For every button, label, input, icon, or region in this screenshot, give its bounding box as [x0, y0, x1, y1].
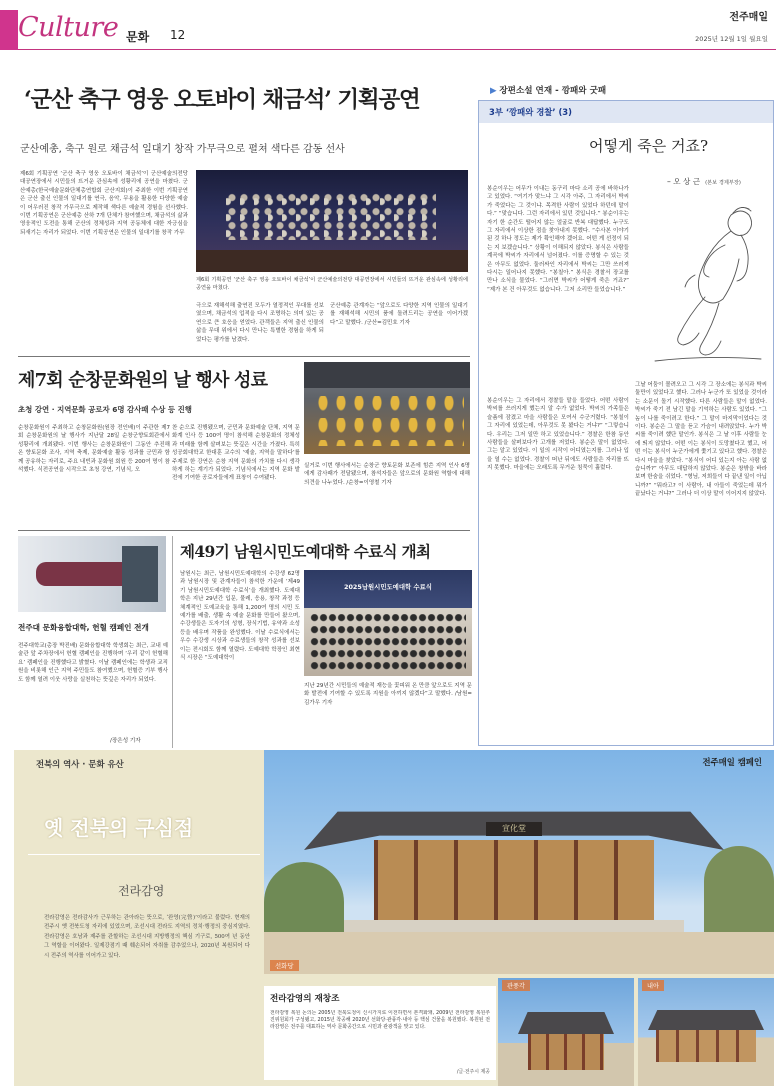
blood-donation-title: 전주대 문화융합대학, 헌혈 캠페인 전개 — [18, 623, 149, 632]
heritage-sub-title: 전라감영 — [118, 884, 165, 898]
article1-column-4: 군산예총 관계자는 “앞으로도 다양한 지역 인물의 일대기를 재해석해 시민의 품에 돌려드리는 공연을 이어가겠다”고 말했다. /군산=김민호 기자 — [330, 303, 468, 326]
heritage-caption-byline: /글·전주시 제공 — [456, 1069, 490, 1075]
serial-column-3: 그날 어둠이 몰려오고 그 시각 그 장소에는 봉식과 박씨 둘만이 있었다고 했다. 그러나 누군가 또 있었을 것이라는 소문이 돌기 시작했다. 다른 사람들은 말이 없었다. 박씨가 죽기 전 남긴 말을 기억하는 사람도 있었다. “그 놈이 나를 죽이려고 한다.” 그 말이 마지막이었다는 것이다. 봉순은 그 말을 듣고 가슴이 내려앉았다. 누가 박씨를 죽이려 했단 말인가. 봉식은 그 날 이후 사람들 눈에 띄지 않았다. 어떤 이는 봉식이 도망쳤다고 했고, 어떤 이는 봉식이 누군가에게 쫓기고 있다고 했다. 경찰은 다시 마을을 찾았다. “봉식이 어디 있는지 아는 사람 없습니까?” 아무도 대답하지 않았다. 봉순은 창밖을 바라보며 한숨을 쉬었다. “형님, 저희들이 다 끝낸 일이 아닙니까?” “뭐라고? 이 사람아, 내 아들이 죽었는데 뭐가 끝났다는 거냐?” 그러나 더 이상 말이 이어지지 않았다. — [635, 382, 767, 498]
article3-column-3: 지난 29년간 시민들의 예술적 재능을 꽃피워 온 만큼 앞으로도 지역 문화 발전에 기여할 수 있도록 지원을 아끼지 않겠다”고 말했다. /남원=김가우 기자 — [304, 683, 472, 706]
divider-vertical-left — [172, 536, 173, 748]
article1-subheadline: 군산예총, 축구 원로 채금석 일대기 창작 가무극으로 펼쳐 색다른 감동 선사 — [20, 144, 345, 155]
header-rule — [18, 49, 776, 50]
article3-graduation-photo — [304, 570, 472, 676]
article1-photo-caption: 제6회 기획공연 ‘군산 축구 영웅 오토바이 채금석’이 군산예술의전당 대공연장에서 시민들의 뜨거운 관심속에 성황리에 공연을 마쳤다. — [196, 277, 468, 291]
article3-column-1: 남원시는 최근, 남원시민도예대학의 수강생 62명과 남원시장 및 관계자들이 참석한 가운데 ‘제49기 남원시민도예대학 수료식’을 개최했다. 도예대학은 지난 29년간 입문, 물레, 응용, 창작 과정 등 체계적인 도예교육을 통해 1,200여 명의 시민 도예가를 배출, 생활 속 예술 문화를 만들어 왔으며, 수강생들은 도자기의 성형, 장식기법, 유약과 소성 등을 배우며 작품을 완성했다. 이날 수료식에서는 우수 수강생 시상과 수료생들의 창작 성과를 선보이는 전시회도 함께 열렸다. 도예대학 학장인 최현식 시장은 “도예대학이 — [180, 571, 300, 662]
serial-author-note: (본보 경제부장) — [705, 180, 741, 186]
blood-donation-photo — [18, 536, 166, 612]
serial-title: 어떻게 죽은 거죠? — [589, 137, 709, 155]
issue-date: 2025년 12월 1일 월요일 — [695, 35, 768, 43]
article1-headline: ‘군산 축구 영웅 오토바이 채금석’ 기획공연 — [24, 87, 420, 113]
heritage-signboard: 宣化堂 — [486, 822, 542, 836]
article2-column-3: 실거로 이번 행사에서는 순창군 향토문화 보존에 힘쓴 지역 인사 6명에게 감사패가 전달됐으며, 참석자들은 앞으로의 문화원 역할에 대해 의견을 나누었다. /순창=이영철 기자 — [304, 463, 470, 486]
serial-series-text: 장편소설 연재 - 깡패와 굿패 — [499, 86, 607, 96]
serial-box — [478, 100, 774, 746]
heritage-caption-box — [264, 986, 496, 1080]
figure-legs — [678, 297, 721, 355]
serial-illustration — [635, 185, 769, 377]
header-accent-block — [0, 10, 18, 50]
publication-name: 전주매일 — [729, 12, 768, 23]
section-label: 문화 — [126, 30, 150, 44]
article2-event-photo — [304, 362, 470, 454]
article2-subheadline: 초청 강연 · 지역문화 공로자 6명 감사패 수상 등 진행 — [18, 405, 192, 414]
serial-arrow-icon: ▶ — [490, 86, 497, 96]
serial-author-name: – 오 상 근 — [667, 177, 701, 186]
campaign-label: 전주매일 캠페인 — [702, 757, 762, 767]
header-bar — [0, 0, 778, 54]
article3-photo-banner: 2025남원시민도예대학 수료식 — [344, 583, 432, 591]
page-number: 12 — [170, 28, 186, 42]
heritage-photo-naea — [638, 978, 774, 1086]
figure-arm — [704, 235, 748, 281]
article1-column-3: 극으로 재해석해 출연진 모두가 열정적인 무대를 선보였으며, 채금석의 업적을 다시 조명하는 의미 있는 공연으로 큰 호응을 얻었다. 관객들은 지역 출신 인물의 삶을 무대 위에서 다시 만나는 특별한 경험을 하게 되었다는 평가를 남겼다. — [196, 303, 324, 343]
serial-column-2: 봉순이우는 그 자리에서 경찰들 말을 들었다. 어떤 사람이 박씨를 쓰러지게 했는지 알 수가 없었다. 박씨의 가족들은 슬픔에 잠겼고 마을 사람들은 모여서 수군거렸다. “봉칠이 그 자리에 있었는데, 아무것도 못 봤다는 거냐?” “그렇습니다. 우리는 그저 일만 하고 있었습니다.” 경찰은 한참 동안 사람들을 살펴보다가 고개를 저었다. 봉순은 말이 없었다. 그는 알고 있었다. 이 일의 시작이 어디였는지를. 그러나 입을 열 수는 없었다. 경찰이 떠난 뒤에도 사람들은 자리를 뜨지 못했다. 마을에는 오래도록 무거운 침묵이 흘렀다. — [487, 398, 629, 472]
heritage-section — [14, 750, 774, 1086]
serial-column-1: 봉순이우는 어무가 이내는 동구리 마다 소리 공에 바하나가고 있었다. “여기가 맞느냐 그 시각 아주, 그 자리에서 박씨가 죽었다는 그 것이냐. 목격한 사람이 있었다 하던데 말이다.” “맞습니다. 그런 자리에서 있던 것입니다.” 봉순이우는 자기 한 순간도 떨어지 않는 얼굴로 반복 대답했다. 누구도 그 자리에서 이상한 점을 찾아내지 못했다. “수사본 이야기 된 것 하나 정도는 제가 확인해야 겠어요. 어떤 게 선정이 되는 지 보겠습니다.” 상황이 이해되지 않았다. 봉식은 사람들 계곡에 박씨가 자리에서 넘어졌다. 이를 증명할 수 있는 것은 아무도 없었다. 둘러싸인 자리에서 박씨는 그만 쓰러져 다시는 일어나지 못했다. “봉칠아.” 봉식은 경찰서 장교를 만나 소식을 물었다. “그러면 박씨가 어떻게 죽은 거죠?” “제가 본 건 아무것도 없습니다. 그저 소리만 들었습니다.” — [487, 186, 629, 293]
article1-stage-photo — [196, 170, 468, 272]
figure-head — [728, 211, 752, 236]
article2-column-2: 찬 순으로 진행됐으며, 군민과 문화예술 단체, 지역 문화계 인사 등 100여 명이 참석해 순창문화의 정체성과 미래를 함께 살펴보는 뜻깊은 시간을 가졌다. 특히 성공회대학교 한대훈 교수의 ‘예술, 지역을 말하다’를 주제로 한 강연은 순창 지역 문화의 가치를 다시 생각하게 하는 계기가 되었다. 기념식에서는 지역 문화 발전에 기여한 공로자들에게 표창이 수여됐다. — [172, 425, 300, 482]
heritage-section-label: 전북의 역사 · 문화 유산 — [36, 759, 124, 769]
ground-line — [655, 357, 761, 361]
photo-tag-gwanpunggak: 관풍각 — [502, 980, 530, 991]
hand-shadow — [685, 275, 695, 287]
article2-column-1: 순창문화원이 주최하고 순창문화원(원장 전인배)이 주관한 제7회 순창문화원의 날 행사가 지난달 28일 순창군향토회관에서 성황리에 개최됐다. 이번 행사는 순창문화원이 그동안 추진해 온 향토문화 조사, 지역 축제, 문화예술 활동 성과를 군민과 함께 공유하는 자리로, 주요 내빈과 문화원 회원 등 200여 명이 참석했다. 식전공연을 시작으로 초청 강연, 기념식, 오 — [18, 425, 170, 474]
blood-donation-body: 전주대학교(총장 박진배) 문화융합대학 학생회는 최근, 교내 예술관 앞 주차장에서 헌혈 캠페인을 진행하며 ‘우리 같이 헌혈해요’ 캠페인을 진행했다고 밝혔다. 이날 캠페인에는 학생과 교직원을 비롯해 인근 지역 주민들도 참여했으며, 헌혈증 기부 행사도 함께 열려 이웃 사랑을 실천하는 뜻깊은 자리가 되었다. — [18, 643, 168, 683]
heritage-title-underline — [28, 854, 260, 855]
article1-column-1: 제6회 기획공연 ‘군산 축구 영웅 오토바이 채금석’이 군산예술의전당 대공연장에서 시민들의 뜨거운 관심속에 성황리에 공연을 마쳤다. 군산예총(한국예술문화단체총연합회 군산지회)이 주최한 이번 기획공연은 군산 출신 인물의 일대기를 연극, 음악, 무용을 활용한 다양한 예술이 어우러진 창작 가무극으로 제작해 색다른 예술적 경험을 선사했다. 이번 기획공연은 군산예총 산하 7개 단체가 참여했으며, 채금석의 삶과 영웅적인 도전을 통해 군산의 정체성과 지역 공동체에 대한 자긍심을 되새기는 자리가 되었다. 이번 기획공연은 인물의 일대기를 창작 가무 — [20, 171, 188, 236]
serial-series-label — [490, 84, 606, 96]
divider-article1 — [18, 356, 470, 357]
heritage-caption-title: 전라감영의 재창조 — [270, 994, 340, 1004]
heritage-description: 전라감영은 전라감사가 근무하는 관아라는 뜻으로, ‘완영(完營)’이라고 불렀다. 현재의 전주시 옛 전북도청 자리에 있었으며, 조선시대 전라도 지역의 정치·행정의 중심지였다. 전라감영은 호남과 제주를 관할하는 조선시대 지방행정의 핵심 기구로, 500여 년 동안 그 역할을 이어왔다. 일제강점기 때 훼손되어 자취를 감추었으나, 2020년 복원되어 다시 전주의 역사를 이어가고 있다. — [44, 915, 250, 959]
heritage-caption-body: 전라감영 복원 논의는 2005년 전북도청이 신시가지로 이전하면서 본격화돼, 2009년 전라감영 복원추진위원회가 구성됐고, 2015년 착공해 2020년 선화당·관풍각·내아 등 핵심 건물을 복원했다. 복원된 전라감영은 전주를 대표하는 역사 문화공간으로 시민과 관광객을 맞고 있다. — [270, 1010, 490, 1031]
photo-tag-naea: 내아 — [642, 980, 664, 991]
article2-headline: 제7회 순창문화원의 날 행사 성료 — [18, 370, 268, 391]
heritage-main-title: 옛 전북의 구심점 — [44, 816, 194, 840]
serial-chapter: 3부 ‘깡패와 경찰’ (3) — [489, 107, 572, 117]
heritage-main-photo — [264, 750, 774, 974]
blood-donation-byline: /장은성 기자 — [110, 738, 141, 744]
divider-article2 — [18, 530, 470, 531]
section-title: Culture — [18, 12, 119, 43]
photo-tag-seonhwadang: 선화당 — [270, 960, 299, 971]
article3-headline: 제49기 남원시민도예대학 수료식 개최 — [180, 542, 431, 561]
heritage-photo-gwanpunggak — [498, 978, 634, 1086]
